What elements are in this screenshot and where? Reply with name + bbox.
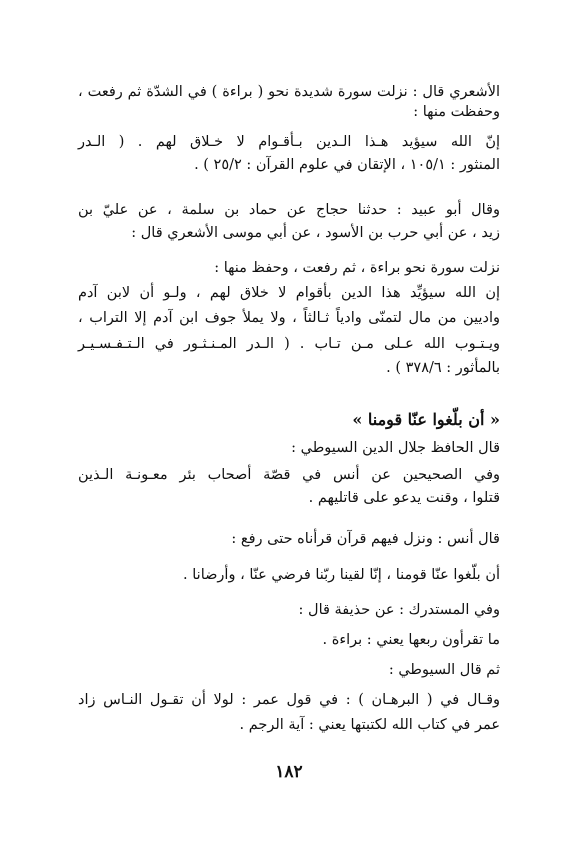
text-line-10: ويـتـوب الله عـلى مـن تـاب . ( الـدر المـنـثـور في الـتـفـسـيـر xyxy=(78,336,500,352)
text-line-16: أن بلّغوا عنّا قومنا ، إنّا لقينا ربّنا فرضي عنّا ، وأرضانا . xyxy=(183,567,500,583)
text-line-5: وقال أبو عبيد : حدثنا حجاج عن حماد بن سلمة ، عن عليّ بن xyxy=(78,202,500,218)
text-line-13: وفي الصحيحين عن أنس في قصّة أصحاب بئر معـونـة الـذين xyxy=(78,467,500,483)
text-line-2: وحفظت منها : xyxy=(413,104,500,120)
text-line-3: إنّ الله سيؤيد هـذا الـدين بـأقـوام لا خـلاق لهم . ( الـدر xyxy=(78,134,500,150)
text-line-12: قال الحافظ جلال الدين السيوطي : xyxy=(291,440,500,456)
text-line-17: وفي المستدرك : عن حذيفة قال : xyxy=(298,602,500,618)
text-line-4: المنثور : ١٠٥/١ ، الإتقان في علوم القرآن : ٢٥/٢ ) . xyxy=(194,157,500,173)
text-line-11: بالمأثور : ٣٧٨/٦ ) . xyxy=(386,360,500,376)
text-line-14: قتلوا ، وقنت يدعو على قاتليهم . xyxy=(308,490,500,506)
text-line-8: إن الله سيؤيِّد هذا الدين بأقوام لا خلاق لهم ، ولـو أن لابن آدم xyxy=(78,285,500,301)
text-line-6: زيد ، عن أبي حرب بن الأسود ، عن أبي موسى الأشعري قال : xyxy=(131,225,500,241)
text-line-15: قال أنس : ونزل فيهم قرآن قرأناه حتى رفع : xyxy=(231,531,500,547)
text-line-20: وقـال في ( البرهـان ) : في قول عمر : لولا أن تقـول النـاس زاد xyxy=(78,692,500,708)
section-heading: « أن بلّغوا عنّا قومنا » xyxy=(352,410,500,429)
text-line-7: نزلت سورة نحو براءة ، ثم رفعت ، وحفظ منها : xyxy=(214,260,500,276)
text-line-19: ثم قال السيوطي : xyxy=(388,662,500,678)
text-line-18: ما تقرأون ربعها يعني : براءة . xyxy=(322,632,500,648)
text-line-9: واديين من مال لتمنّى وادياً ثـالثاً ، ولا يملأ جوف ابن آدم إلا التراب ، xyxy=(78,310,500,326)
text-line-21: عمر في كتاب الله لكتبتها يعني : آية الرجم . xyxy=(239,717,500,733)
text-line-1: الأشعري قال : نزلت سورة شديدة نحو ( براءة ) في الشدّة ثم رفعت ، xyxy=(78,84,500,100)
page-number: ١٨٢ xyxy=(275,762,303,782)
